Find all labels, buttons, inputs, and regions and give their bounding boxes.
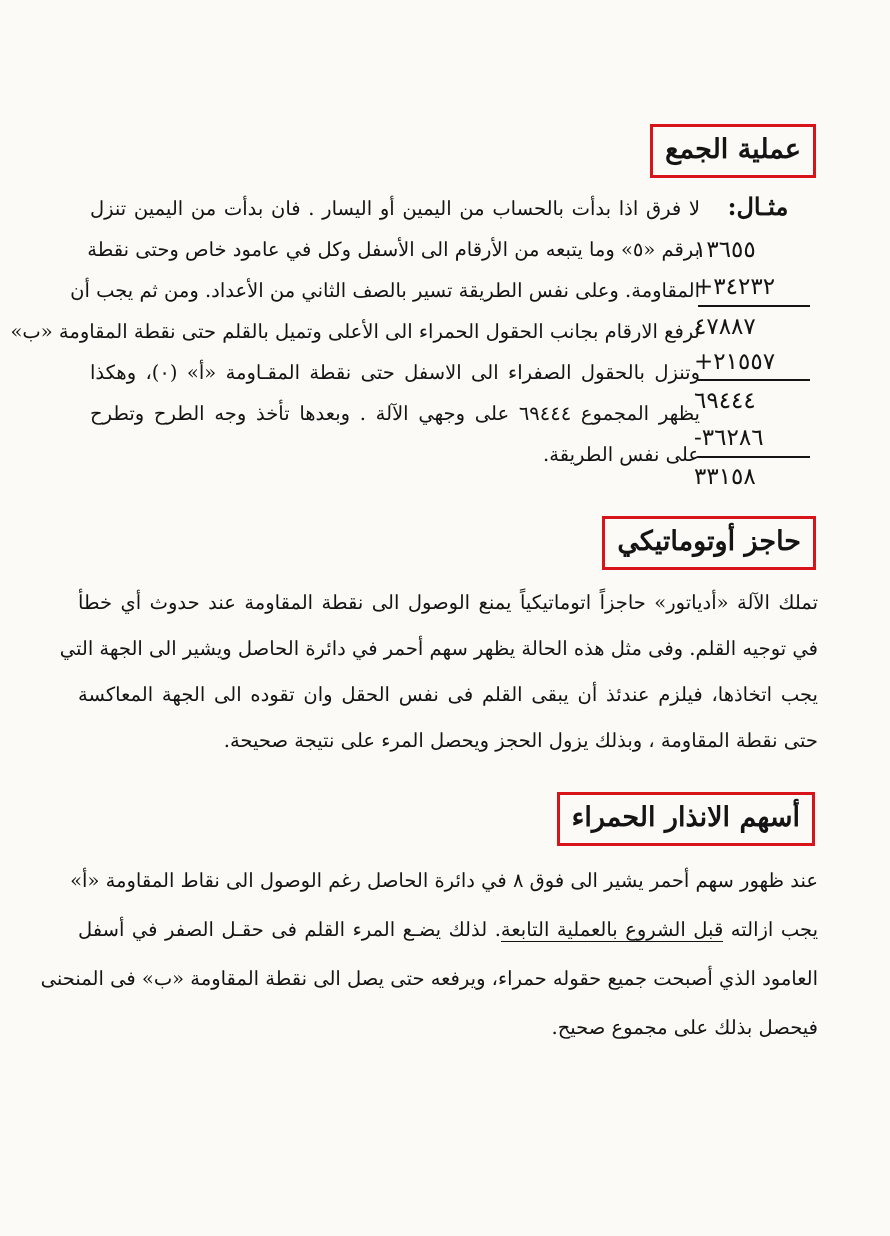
automatic-stop-line-1: تملك الآلة «أدياتور» حاجزاً اتوماتيكياً يمنع الوصول الى نقطة المقاومة عند حدوث أي خطأ [78, 591, 818, 614]
automatic-stop-paragraph [59, 580, 818, 764]
example-row-3: ٤٧٨٨٧ [694, 314, 756, 340]
automatic-stop-line-2: في توجيه القلم. وفى مثل هذه الحالة يظهر سهم أحمر في دائرة الحاصل ويشير الى الجهة التي [59, 637, 818, 660]
addition-line-7: على نفس الطريقة. [543, 443, 700, 466]
addition-line-4: ترفع الارقام بجانب الحقول الحمراء الى الأعلى وتميل بالقلم حتى نقطة المقاومة «ب» [10, 320, 700, 343]
addition-line-1: لا فرق اذا بدأت بالحساب من اليمين أو اليسار . فان بدأت من اليمين تنزل [90, 197, 700, 220]
example-rule-1 [698, 305, 810, 307]
heading-red-arrows: أسهم الانذار الحمراء [557, 792, 815, 846]
red-arrows-line-2-end: . لذلك يضـع المرء القلم فى حقـل الصفر في أسفل [78, 918, 501, 941]
red-arrows-line-4: فيحصل بذلك على مجموع صحيح. [551, 1016, 818, 1039]
red-arrows-line-3: العامود الذي أصبحت جميع حقوله حمراء، ويرفعه حتى يصل الى نقطة المقاومة «ب» فى المنحنى [40, 967, 818, 990]
red-arrows-line-1: عند ظهور سهم أحمر يشير الى فوق ٨ في دائرة الحاصل رغم الوصول الى نقاط المقاومة «أ» [70, 869, 818, 892]
example-row-6: -٣٦٢٨٦ [694, 425, 764, 451]
example-row-2: +٣٤٢٣٢ [694, 274, 776, 300]
example-row-5: ٦٩٤٤٤ [694, 388, 756, 414]
addition-paragraph [10, 188, 700, 475]
red-arrows-underlined-phrase: قبل الشروع بالعملية التابعة [500, 918, 724, 941]
addition-line-6: يظهر المجموع ٦٩٤٤٤ على وجهي الآلة . وبعدها تأخذ وجه الطرح وتطرح [90, 402, 700, 425]
red-arrows-line-2 [78, 905, 818, 954]
addition-line-5: وتنزل بالحقول الصفراء الى الاسفل حتى نقطة المقـاومة «أ» (٠)، وهكذا [90, 361, 700, 384]
example-row-1: ١٣٦٥٥ [694, 237, 756, 263]
example-row-4: +٢١٥٥٧ [694, 349, 776, 375]
automatic-stop-line-4: حتى نقطة المقاومة ، وبذلك يزول الحجز ويحصل المرء على نتيجة صحيحة. [223, 729, 818, 752]
red-arrows-paragraph [40, 856, 818, 1052]
addition-example [694, 190, 822, 490]
example-rule-2 [698, 379, 810, 381]
example-rule-3 [698, 456, 810, 458]
heading-automatic-stop: حاجز أوتوماتيكي [602, 516, 816, 570]
heading-addition: عملية الجمع [650, 124, 816, 178]
addition-line-2: برقم «٥» وما يتبعه من الأرقام الى الأسفل وكل في عامود خاص وحتى نقطة [87, 238, 700, 261]
automatic-stop-line-3: يجب اتخاذها، فيلزم عندئذ أن يبقى القلم فى نفس الحقل وان تقوده الى الجهة المعاكسة [78, 683, 818, 706]
example-label: مثـال: [727, 192, 789, 221]
addition-line-3: المقاومة. وعلى نفس الطريقة تسير بالصف الثاني من الأعداد. ومن ثم يجب أن [70, 279, 700, 302]
example-row-7: ٣٣١٥٨ [694, 464, 756, 490]
red-arrows-line-2-start: يجب ازالته [723, 918, 818, 941]
